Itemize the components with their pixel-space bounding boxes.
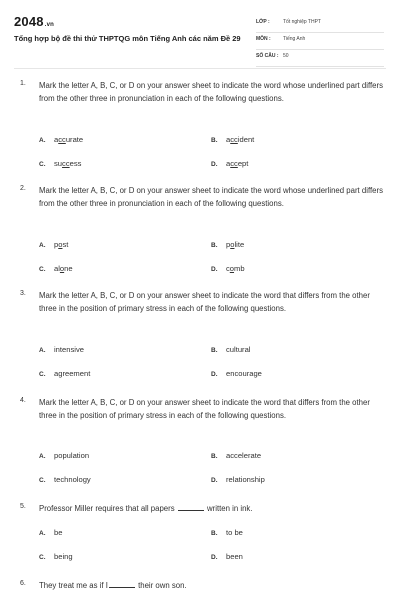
option-text: encourage — [226, 369, 262, 378]
option-a[interactable] — [39, 135, 83, 144]
question-text-start: They treat me as if I — [39, 581, 108, 590]
option-text: urate — [65, 135, 84, 144]
question-number: 2. — [20, 185, 26, 192]
underlined-part: cc — [58, 135, 66, 144]
answer-blank — [109, 580, 135, 588]
logo-text: 2048 — [14, 14, 44, 29]
underlined-part: o — [229, 264, 235, 273]
header — [0, 0, 400, 70]
option-letter: B. — [211, 453, 218, 460]
option-d[interactable] — [211, 159, 248, 168]
option-letter: C. — [39, 554, 46, 561]
question-text — [39, 580, 384, 593]
document-title: Tổng hợp bộ đề thi thử THPTQG môn Tiếng Anh các năm Đề 29 — [14, 34, 241, 43]
question-text: Mark the letter A, B, C, or D on your answer sheet to indicate the word whose underlined part differs from the other three in pronunciation in each of the following questions. — [39, 186, 383, 208]
option-text: be — [54, 528, 63, 537]
option-letter: B. — [211, 530, 218, 537]
option-letter: B. — [211, 347, 218, 354]
option-letter: A. — [39, 242, 46, 249]
option-letter: B. — [211, 137, 218, 144]
option-letter: A. — [39, 137, 46, 144]
meta-label: SỐ CÂU : — [256, 53, 279, 59]
option-text: mb — [234, 264, 245, 273]
meta-row-subject — [256, 34, 384, 50]
question-number: 3. — [20, 290, 26, 297]
logo-suffix: .vn — [44, 22, 55, 28]
option-b[interactable] — [211, 345, 250, 354]
question-text: Mark the letter A, B, C, or D on your answer sheet to indicate the word that differs from the other three in the position of primary stress in each of the following questions. — [39, 398, 370, 420]
question-text-end: their own son. — [138, 581, 187, 590]
option-c[interactable] — [39, 369, 90, 378]
option-b[interactable] — [211, 451, 261, 460]
option-letter: C. — [39, 266, 46, 273]
question-text: Mark the letter A, B, C, or D on your answer sheet to indicate the word that differs from the other three in the position of primary stress in each of the following questions. — [39, 291, 370, 313]
underlined-part: cc — [230, 159, 238, 168]
option-text: accelerate — [226, 451, 262, 460]
option-text: a — [226, 135, 231, 144]
option-text: cultural — [226, 345, 251, 354]
option-text: being — [54, 552, 73, 561]
option-letter: D. — [211, 371, 218, 378]
option-letter: C. — [39, 477, 46, 484]
option-c[interactable] — [39, 264, 73, 273]
option-letter: D. — [211, 554, 218, 561]
option-text: intensive — [54, 345, 84, 354]
option-text: agreement — [54, 369, 91, 378]
option-letter: A. — [39, 347, 46, 354]
option-d[interactable] — [211, 369, 262, 378]
option-text: ident — [237, 135, 255, 144]
header-divider — [14, 68, 386, 69]
option-text: ess — [69, 159, 82, 168]
option-text: population — [54, 451, 90, 460]
option-text: al — [54, 264, 60, 273]
option-text: ne — [64, 264, 73, 273]
option-text: ept — [237, 159, 249, 168]
option-a[interactable] — [39, 345, 84, 354]
option-letter: B. — [211, 242, 218, 249]
option-text: st — [62, 240, 69, 249]
option-text: c — [226, 264, 230, 273]
meta-value: Tiếng Anh — [283, 36, 306, 42]
option-letter: D. — [211, 161, 218, 168]
option-letter: C. — [39, 371, 46, 378]
underlined-part: cc — [62, 159, 70, 168]
meta-label: MÔN : — [256, 36, 271, 42]
question-text-end: written in ink. — [206, 504, 253, 513]
option-text: p — [226, 240, 231, 249]
option-text: a — [226, 159, 231, 168]
meta-row-count — [256, 51, 384, 67]
option-a[interactable] — [39, 528, 62, 537]
option-c[interactable] — [39, 552, 73, 561]
option-letter: D. — [211, 477, 218, 484]
option-d[interactable] — [211, 264, 245, 273]
question-text: Mark the letter A, B, C, or D on your answer sheet to indicate the word whose underlined part differs from the other three in pronunciation in each of the following questions. — [39, 81, 383, 103]
option-text: technology — [54, 475, 91, 484]
question-number: 4. — [20, 397, 26, 404]
option-c[interactable] — [39, 159, 81, 168]
option-text: a — [54, 135, 59, 144]
option-text: su — [54, 159, 63, 168]
option-c[interactable] — [39, 475, 91, 484]
option-b[interactable] — [211, 528, 243, 537]
option-text: p — [54, 240, 59, 249]
underlined-part: o — [230, 240, 235, 249]
option-letter: A. — [39, 530, 46, 537]
underlined-part: o — [59, 264, 65, 273]
option-letter: D. — [211, 266, 218, 273]
meta-row-class — [256, 17, 384, 33]
option-text: relationship — [226, 475, 265, 484]
option-d[interactable] — [211, 475, 265, 484]
question-text-start: Professor Miller requires that all papers — [39, 504, 175, 513]
question-number: 1. — [20, 80, 26, 87]
answer-blank — [178, 503, 204, 511]
option-d[interactable] — [211, 552, 243, 561]
option-b[interactable] — [211, 135, 254, 144]
option-text: been — [226, 552, 243, 561]
option-letter: A. — [39, 453, 46, 460]
underlined-part: cc — [230, 135, 238, 144]
meta-label: LỚP : — [256, 19, 270, 25]
meta-info — [256, 17, 384, 68]
logo[interactable] — [14, 14, 54, 29]
meta-value: Tốt nghiệp THPT — [283, 19, 321, 25]
option-text: to be — [226, 528, 243, 537]
question-number: 5. — [20, 503, 26, 510]
underlined-part: o — [58, 240, 63, 249]
question-number: 6. — [20, 580, 26, 587]
option-letter: C. — [39, 161, 46, 168]
meta-value: 50 — [283, 53, 289, 59]
question-text — [39, 503, 384, 516]
option-text: lite — [234, 240, 245, 249]
option-a[interactable] — [39, 240, 68, 249]
option-a[interactable] — [39, 451, 89, 460]
option-b[interactable] — [211, 240, 244, 249]
